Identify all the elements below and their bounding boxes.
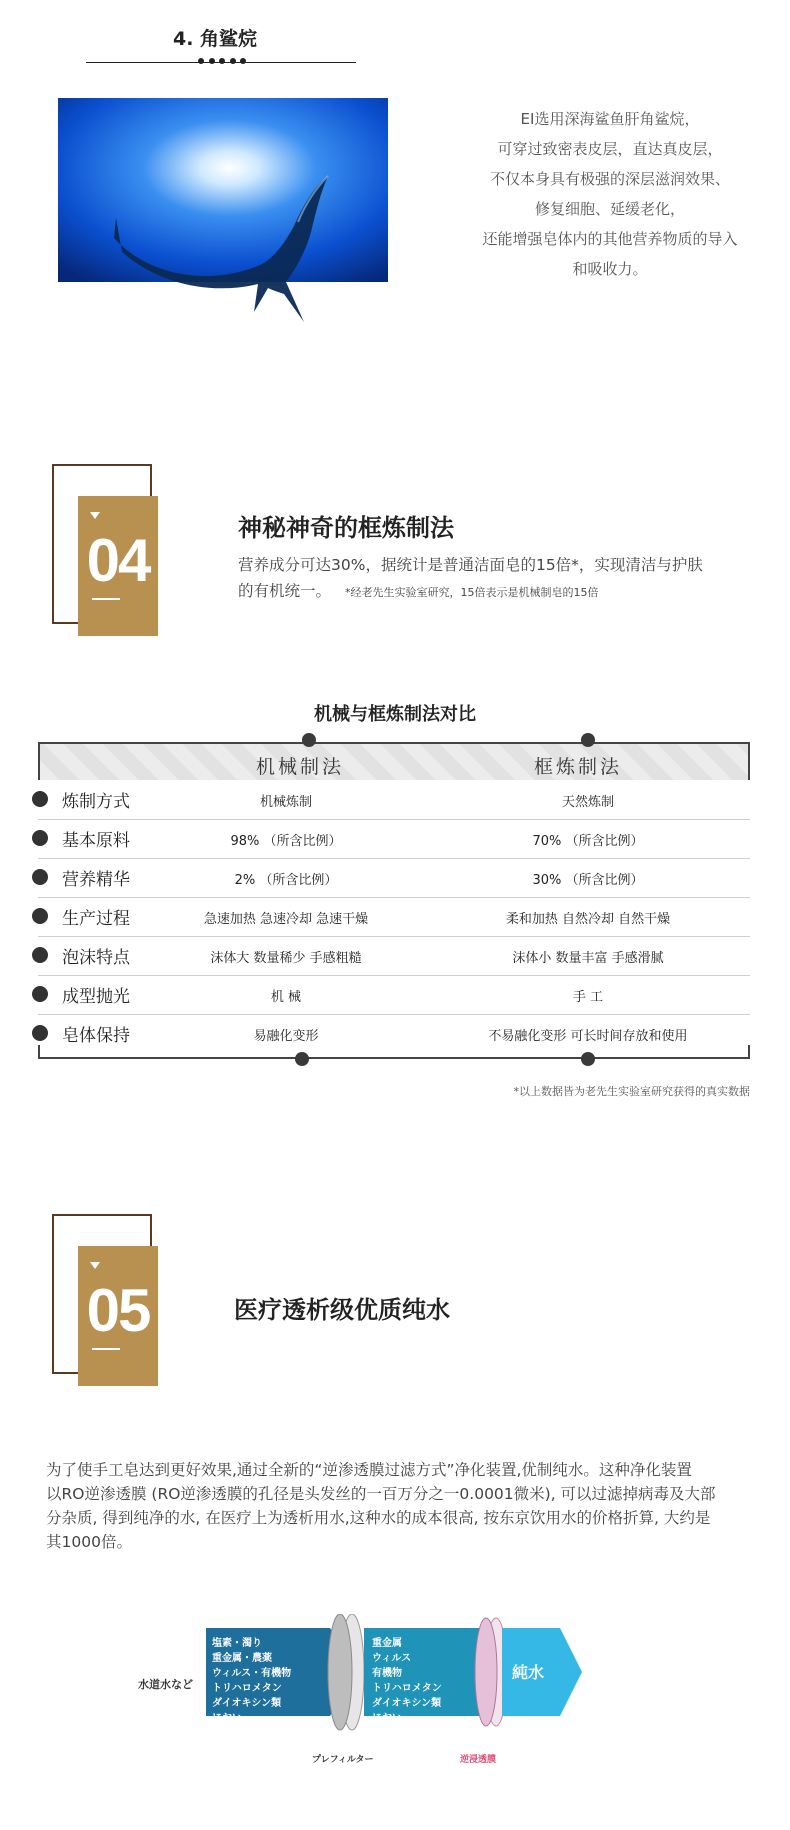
contaminant-item: 重金属・農薬	[212, 1653, 272, 1664]
triangle-icon	[90, 512, 100, 519]
section4-description	[460, 104, 760, 284]
table-row	[38, 937, 750, 976]
description-line: 营养成分可达30%，据统计是普通洁面皂的15倍*，实现清洁与护肤	[238, 556, 703, 574]
mechanical-cell: 急速加热 急速冷却 急速干燥	[203, 912, 369, 927]
number-badge-05	[78, 1246, 158, 1386]
description-line: 和吸收力。	[572, 260, 648, 278]
contaminant-item: ダイオキシン類	[372, 1698, 442, 1709]
description-line: 以RO逆渗透膜 (RO逆渗透膜的孔径是头发丝的一百万分之一0.0001微米), 可以过滤掉病毒及大部	[46, 1485, 716, 1503]
row-label: 泡沫特点	[62, 948, 130, 968]
table-row	[38, 859, 750, 898]
row-label: 成型抛光	[62, 987, 130, 1007]
contaminant-item: トリハロメタン	[372, 1683, 442, 1694]
table-footnote: *以上数据皆为老先生实验室研究获得的真实数据	[513, 1085, 750, 1098]
contaminant-item: におい	[212, 1713, 242, 1724]
tap-water-label: 水道水など	[138, 1678, 193, 1691]
stage2-contaminants	[372, 1636, 442, 1726]
divider-dots	[198, 58, 246, 66]
footer-dot	[295, 1052, 309, 1066]
section-number: 04	[86, 527, 150, 594]
bullet-icon	[32, 908, 48, 924]
number-badge-04	[78, 496, 158, 636]
bullet-icon	[32, 830, 48, 846]
contaminant-item: トリハロメタン	[212, 1683, 282, 1694]
bullet-icon	[32, 791, 48, 807]
stage1-contaminants	[212, 1636, 291, 1726]
mechanical-cell: 2% （所含比例）	[234, 873, 338, 888]
table-row	[38, 976, 750, 1015]
description-line: 不仅本身具有极强的深层滋润效果、	[489, 170, 730, 188]
frame-cell: 手 工	[572, 990, 604, 1005]
block05-title: 医疗透析级优质纯水	[234, 1295, 450, 1324]
description-text: 的有机统一。	[238, 582, 332, 600]
description-line	[238, 578, 738, 606]
description-line: 为了使手工皂达到更好效果,通过全新的“逆渗透膜过滤方式”净化装置,优制纯水。这种净化装置	[46, 1461, 692, 1479]
description-line: 分杂质, 得到纯净的水, 在医疗上为透析用水,这种水的成本很高, 按东京饮用水的价格折算, 大约是	[46, 1509, 711, 1527]
block05-description	[46, 1458, 746, 1554]
contaminant-item: 重金属	[372, 1638, 402, 1649]
contaminant-item: ウィルス	[372, 1653, 412, 1664]
shark-image	[58, 98, 388, 282]
mechanical-cell: 机 械	[270, 990, 302, 1005]
row-label: 营养精华	[62, 870, 130, 890]
contaminant-item: 有機物	[372, 1668, 402, 1679]
mechanical-cell: 98% （所含比例）	[230, 834, 342, 849]
description-line: 还能增强皂体内的其他营养物质的导入	[482, 230, 738, 248]
number-underline	[92, 598, 120, 600]
contaminant-item: ウィルス・有機物	[212, 1668, 292, 1679]
table-header	[38, 742, 750, 780]
description-line: 修复细胞、延缓老化，	[534, 200, 685, 218]
mechanical-cell: 沫体大 数量稀少 手感粗糙	[210, 951, 362, 966]
row-label: 皂体保持	[62, 1026, 130, 1046]
header-mechanical: 机械制法	[256, 756, 345, 778]
table-row	[38, 898, 750, 937]
row-label: 炼制方式	[62, 792, 130, 812]
frame-cell: 沫体小 数量丰富 手感滑腻	[512, 951, 664, 966]
header-dot	[302, 733, 316, 747]
description-line: EI选用深海鲨鱼肝角鲨烷，	[520, 110, 700, 128]
description-line: 其1000倍。	[46, 1533, 132, 1551]
row-label: 基本原料	[62, 831, 130, 851]
membrane-disc-front	[475, 1618, 497, 1726]
table-row	[38, 820, 750, 859]
section4-title: 4. 角鲨烷	[172, 28, 258, 50]
mechanical-cell: 机械炼制	[259, 795, 312, 810]
footer-dot	[581, 1052, 595, 1066]
contaminant-item: におい	[372, 1713, 402, 1724]
bullet-icon	[32, 947, 48, 963]
ro-membrane-caption: 逆浸透膜	[460, 1755, 497, 1765]
triangle-icon	[90, 1262, 100, 1269]
table-row	[38, 781, 750, 820]
pure-water-label: 純水	[512, 1663, 545, 1682]
block04-title: 神秘神奇的框炼制法	[238, 513, 454, 542]
prefilter-caption: プレフィルター	[312, 1755, 374, 1765]
header-dot	[581, 733, 595, 747]
frame-cell: 不易融化变形 可长时间存放和使用	[488, 1029, 688, 1044]
mechanical-cell: 易融化变形	[253, 1029, 319, 1044]
prefilter-disc-front	[328, 1614, 352, 1730]
comparison-title: 机械与框炼制法对比	[314, 704, 476, 725]
footnote: *经老先生实验室研究，15倍表示是机械制皂的15倍	[345, 586, 599, 599]
description-line: 可穿过致密表皮层，直达真皮层，	[497, 140, 723, 158]
frame-cell: 70% （所含比例）	[532, 834, 644, 849]
bullet-icon	[32, 986, 48, 1002]
frame-cell: 天然炼制	[561, 795, 614, 810]
header-frame: 框炼制法	[534, 756, 623, 778]
block04-description	[238, 552, 738, 606]
number-underline	[92, 1348, 120, 1350]
table-bottom-border	[38, 1045, 750, 1059]
contaminant-item: ダイオキシン類	[212, 1698, 282, 1709]
section-number: 05	[86, 1277, 150, 1344]
frame-cell: 30% （所含比例）	[532, 873, 644, 888]
frame-cell: 柔和加热 自然冷却 自然干燥	[505, 912, 671, 927]
contaminant-item: 塩素・濁り	[212, 1638, 262, 1649]
bullet-icon	[32, 1025, 48, 1041]
row-label: 生产过程	[62, 909, 130, 929]
bullet-icon	[32, 869, 48, 885]
